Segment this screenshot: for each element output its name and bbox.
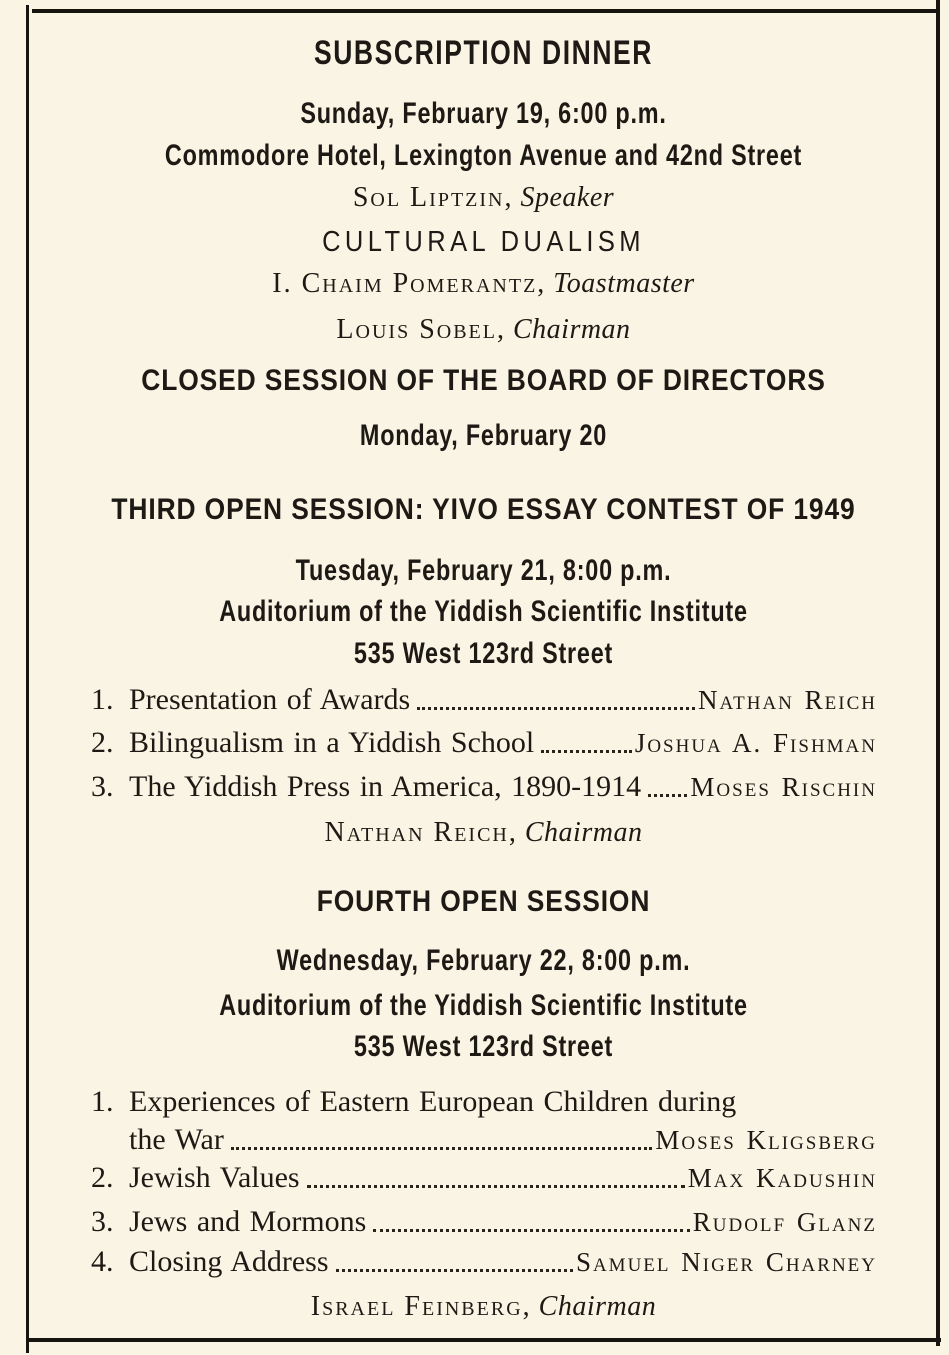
- fourth-session-chairman-line: [29, 1293, 938, 1321]
- item-number: 1.: [91, 683, 114, 716]
- dotted-leader: [307, 1185, 685, 1188]
- dinner-title: SUBSCRIPTION DINNER: [313, 34, 654, 72]
- program-item: [91, 1087, 877, 1155]
- program-item: [91, 685, 877, 715]
- closed-session-title: CLOSED SESSION OF THE BOARD OF DIRECTORS: [141, 364, 826, 397]
- item-title: Presentation of Awards: [129, 683, 411, 716]
- item-title: Closing Address: [129, 1245, 329, 1278]
- program-item: [91, 1163, 877, 1193]
- item-title: Jewish Values: [129, 1161, 300, 1194]
- frame-border-top: [32, 9, 938, 13]
- program-item: [91, 728, 877, 758]
- third-session-title: THIRD OPEN SESSION: YIVO ESSAY CONTEST OF 1949: [111, 493, 856, 526]
- dotted-leader: [648, 794, 687, 797]
- dotted-leader: [231, 1147, 653, 1150]
- third-session-venue: Auditorium of the Yiddish Scientific Institute: [219, 595, 748, 628]
- fourth-session-datetime: Wednesday, February 22, 8:00 p.m.: [276, 944, 691, 977]
- item-speaker: Samuel Niger Charney: [575, 1247, 877, 1277]
- item-speaker: Rudolf Glanz: [692, 1207, 877, 1237]
- fourth-session-chairman-role: Chairman: [538, 1291, 657, 1322]
- third-session-chairman-name: Nathan Reich,: [324, 817, 518, 848]
- item-speaker: Max Kadushin: [687, 1163, 877, 1193]
- frame-border-bottom: [29, 1338, 941, 1342]
- program-item: [91, 1207, 877, 1237]
- dinner-chairman-role: Chairman: [512, 314, 631, 345]
- item-number: 1.: [91, 1085, 114, 1118]
- item-number: 2.: [91, 1161, 114, 1194]
- item-title-line1: Experiences of Eastern European Children during: [129, 1085, 737, 1118]
- third-session-chairman-line: [29, 819, 938, 847]
- program-item: [91, 772, 877, 802]
- dinner-speaker-line: [29, 184, 938, 212]
- item-number: 2.: [91, 726, 114, 759]
- item-title: Bilingualism in a Yiddish School: [129, 726, 535, 759]
- fourth-session-venue: Auditorium of the Yiddish Scientific Institute: [219, 989, 748, 1022]
- item-number: 4.: [91, 1245, 114, 1278]
- program-item: [91, 1247, 877, 1277]
- item-speaker: Moses Kligsberg: [655, 1125, 877, 1155]
- item-title: Jews and Mormons: [129, 1205, 367, 1238]
- dinner-toastmaster-name: I. Chaim Pomerantz,: [272, 268, 547, 299]
- third-session-chairman-role: Chairman: [524, 817, 643, 848]
- dinner-chairman-line: [29, 316, 938, 344]
- item-number: 3.: [91, 1205, 114, 1238]
- dinner-topic: CULTURAL DUALISM: [322, 226, 645, 258]
- third-session-address: 535 West 123rd Street: [353, 637, 614, 670]
- item-number: 3.: [91, 770, 114, 803]
- item-speaker: Joshua A. Fishman: [634, 728, 877, 758]
- dinner-toastmaster-role: Toastmaster: [553, 268, 695, 299]
- item-speaker: Nathan Reich: [698, 685, 877, 715]
- item-speaker: Moses Rischin: [690, 772, 877, 802]
- fourth-session-chairman-name: Israel Feinberg,: [310, 1291, 532, 1322]
- dinner-speaker-role: Speaker: [520, 182, 615, 213]
- dinner-toastmaster-line: [29, 270, 938, 298]
- dinner-speaker-name: Sol Liptzin,: [352, 182, 514, 213]
- item-title: the War: [129, 1123, 224, 1156]
- dinner-venue: Commodore Hotel, Lexington Avenue and 42nd Street: [164, 139, 803, 172]
- third-session-datetime: Tuesday, February 21, 8:00 p.m.: [295, 554, 672, 587]
- dotted-leader: [373, 1229, 689, 1232]
- dinner-datetime: Sunday, February 19, 6:00 p.m.: [300, 97, 667, 130]
- fourth-session-address: 535 West 123rd Street: [353, 1030, 614, 1063]
- item-title-line2-row: [129, 1125, 877, 1155]
- item-title: The Yiddish Press in America, 1890-1914: [129, 770, 642, 803]
- item-body: [129, 1087, 877, 1155]
- dotted-leader: [417, 707, 695, 710]
- dotted-leader: [541, 750, 632, 753]
- closed-session-date: Monday, February 20: [359, 419, 608, 452]
- fourth-session-title: FOURTH OPEN SESSION: [316, 885, 651, 918]
- dinner-chairman-name: Louis Sobel,: [336, 314, 506, 345]
- dotted-leader: [336, 1269, 573, 1272]
